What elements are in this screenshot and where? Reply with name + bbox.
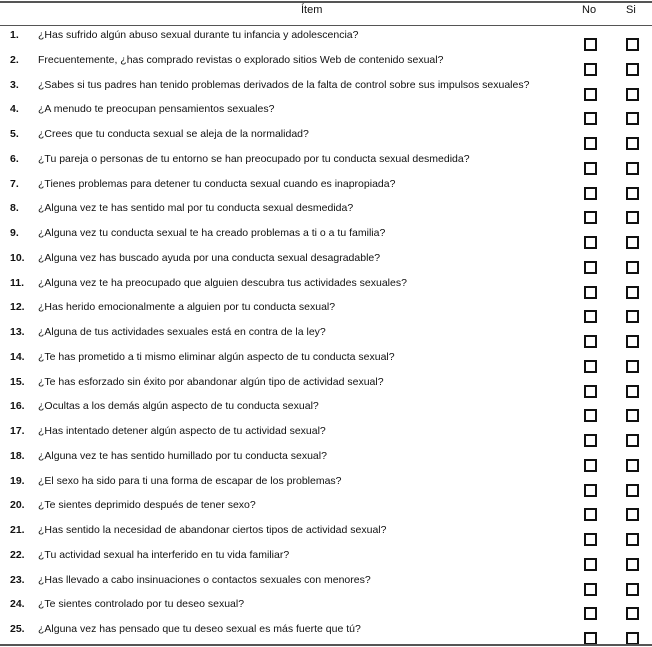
checkbox-si[interactable] bbox=[626, 286, 639, 299]
checkbox-no[interactable] bbox=[584, 385, 597, 398]
checkbox-si[interactable] bbox=[626, 508, 639, 521]
checkbox-no[interactable] bbox=[584, 484, 597, 497]
question-number: 4. bbox=[10, 103, 19, 116]
question-number: 21. bbox=[10, 524, 25, 536]
question-row bbox=[0, 376, 652, 400]
question-text: ¿Crees que tu conducta sexual se aleja de la normalidad? bbox=[38, 128, 309, 140]
question-text: ¿Tu actividad sexual ha interferido en tu vida familiar? bbox=[38, 548, 290, 561]
question-text: ¿Te has prometido a ti mismo eliminar algún aspecto de tu conducta sexual? bbox=[38, 350, 395, 363]
question-row bbox=[0, 475, 652, 499]
header-item: Ítem bbox=[301, 4, 323, 16]
checkbox-si[interactable] bbox=[626, 310, 639, 323]
question-row bbox=[0, 549, 652, 573]
question-row bbox=[0, 29, 652, 53]
question-text: ¿Alguna vez te ha preocupado que alguien descubra tus actividades sexuales? bbox=[38, 276, 407, 289]
question-text: ¿Ocultas a los demás algún aspecto de tu conducta sexual? bbox=[38, 400, 319, 413]
checkbox-no[interactable] bbox=[584, 310, 597, 323]
question-number: 8. bbox=[10, 202, 19, 215]
question-row bbox=[0, 128, 652, 152]
question-number: 19. bbox=[10, 474, 25, 487]
question-row bbox=[0, 425, 652, 449]
checkbox-si[interactable] bbox=[626, 236, 639, 249]
checkbox-si[interactable] bbox=[626, 459, 639, 472]
question-number: 2. bbox=[10, 53, 19, 66]
question-row bbox=[0, 301, 652, 325]
checkbox-si[interactable] bbox=[626, 187, 639, 200]
checkbox-no[interactable] bbox=[584, 286, 597, 299]
checkbox-no[interactable] bbox=[584, 360, 597, 373]
checkbox-no[interactable] bbox=[584, 187, 597, 200]
question-row bbox=[0, 252, 652, 276]
question-number: 6. bbox=[10, 152, 19, 165]
checkbox-si[interactable] bbox=[626, 162, 639, 175]
question-row bbox=[0, 351, 652, 375]
question-number: 11. bbox=[10, 276, 25, 289]
header-rule bbox=[0, 25, 652, 26]
checkbox-si[interactable] bbox=[626, 558, 639, 571]
question-number: 25. bbox=[10, 623, 25, 635]
question-row bbox=[0, 400, 652, 424]
question-text: ¿Has herido emocionalmente a alguien por tu conducta sexual? bbox=[38, 301, 336, 314]
question-number: 14. bbox=[10, 350, 25, 363]
question-number: 10. bbox=[10, 251, 25, 264]
question-row bbox=[0, 54, 652, 78]
question-row bbox=[0, 524, 652, 548]
checkbox-si[interactable] bbox=[626, 583, 639, 596]
question-row bbox=[0, 326, 652, 350]
checkbox-si[interactable] bbox=[626, 409, 639, 422]
checkbox-no[interactable] bbox=[584, 558, 597, 571]
question-text: ¿Has sentido la necesidad de abandonar ciertos tipos de actividad sexual? bbox=[38, 524, 387, 536]
checkbox-si[interactable] bbox=[626, 385, 639, 398]
checkbox-si[interactable] bbox=[626, 63, 639, 76]
question-number: 18. bbox=[10, 449, 25, 462]
question-text: ¿Tu pareja o personas de tu entorno se han preocupado por tu conducta sexual desmedida? bbox=[38, 152, 470, 165]
question-number: 7. bbox=[10, 177, 19, 190]
question-number: 22. bbox=[10, 548, 25, 561]
header-si: Si bbox=[626, 4, 636, 16]
checkbox-no[interactable] bbox=[584, 533, 597, 546]
question-row bbox=[0, 277, 652, 301]
checkbox-si[interactable] bbox=[626, 211, 639, 224]
question-text: ¿Alguna vez te has sentido humillado por tu conducta sexual? bbox=[38, 449, 327, 462]
question-number: 23. bbox=[10, 573, 25, 586]
checkbox-si[interactable] bbox=[626, 88, 639, 101]
question-number: 9. bbox=[10, 227, 19, 239]
header-no: No bbox=[582, 4, 597, 16]
question-text: ¿Has sufrido algún abuso sexual durante tu infancia y adolescencia? bbox=[38, 29, 359, 41]
checkbox-si[interactable] bbox=[626, 484, 639, 497]
question-number: 3. bbox=[10, 78, 19, 91]
checkbox-si[interactable] bbox=[626, 434, 639, 447]
question-text: ¿Te sientes deprimido después de tener sexo? bbox=[38, 499, 256, 512]
checkbox-no[interactable] bbox=[584, 236, 597, 249]
checkbox-no[interactable] bbox=[584, 63, 597, 76]
checkbox-no[interactable] bbox=[584, 112, 597, 125]
question-text: ¿Has llevado a cabo insinuaciones o contactos sexuales con menores? bbox=[38, 573, 371, 586]
question-text: ¿A menudo te preocupan pensamientos sexuales? bbox=[38, 103, 275, 116]
question-text: ¿Alguna vez has buscado ayuda por una conducta sexual desagradable? bbox=[38, 251, 381, 264]
checkbox-no[interactable] bbox=[584, 409, 597, 422]
checkbox-no[interactable] bbox=[584, 211, 597, 224]
question-row bbox=[0, 499, 652, 523]
question-number: 24. bbox=[10, 598, 25, 611]
checkbox-si[interactable] bbox=[626, 607, 639, 620]
top-rule bbox=[0, 1, 652, 3]
question-text: Frecuentemente, ¿has comprado revistas o explorado sitios Web de contenido sexual? bbox=[38, 53, 444, 66]
question-number: 15. bbox=[10, 375, 25, 388]
question-number: 17. bbox=[10, 425, 25, 437]
question-row bbox=[0, 450, 652, 474]
question-row bbox=[0, 79, 652, 103]
checkbox-no[interactable] bbox=[584, 583, 597, 596]
question-text: ¿Has intentado detener algún aspecto de tu actividad sexual? bbox=[38, 425, 326, 437]
checkbox-no[interactable] bbox=[584, 137, 597, 150]
question-number: 13. bbox=[10, 326, 25, 338]
question-text: ¿Sabes si tus padres han tenido problemas derivados de la falta de control sobre sus impulsos sexuales? bbox=[38, 78, 530, 91]
bottom-rule bbox=[0, 644, 652, 646]
checkbox-no[interactable] bbox=[584, 434, 597, 447]
question-number: 12. bbox=[10, 301, 25, 314]
checkbox-no[interactable] bbox=[584, 607, 597, 620]
question-text: ¿Alguna vez te has sentido mal por tu conducta sexual desmedida? bbox=[38, 202, 354, 215]
question-row bbox=[0, 598, 652, 622]
checkbox-si[interactable] bbox=[626, 112, 639, 125]
checkbox-no[interactable] bbox=[584, 335, 597, 348]
question-text: ¿Alguna vez tu conducta sexual te ha creado problemas a ti o a tu familia? bbox=[38, 227, 386, 239]
checkbox-no[interactable] bbox=[584, 162, 597, 175]
question-row bbox=[0, 103, 652, 127]
checkbox-si[interactable] bbox=[626, 360, 639, 373]
question-text: ¿Te sientes controlado por tu deseo sexual? bbox=[38, 598, 245, 611]
question-text: ¿Te has esforzado sin éxito por abandonar algún tipo de actividad sexual? bbox=[38, 375, 384, 388]
question-row bbox=[0, 153, 652, 177]
question-row bbox=[0, 202, 652, 226]
checkbox-si[interactable] bbox=[626, 38, 639, 51]
question-number: 1. bbox=[10, 29, 19, 41]
question-text: ¿Alguna vez has pensado que tu deseo sexual es más fuerte que tú? bbox=[38, 623, 361, 635]
question-number: 20. bbox=[10, 499, 25, 512]
checkbox-si[interactable] bbox=[626, 533, 639, 546]
question-row bbox=[0, 227, 652, 251]
question-number: 5. bbox=[10, 128, 19, 140]
question-text: ¿El sexo ha sido para ti una forma de escapar de los problemas? bbox=[38, 474, 342, 487]
question-text: ¿Alguna de tus actividades sexuales está en contra de la ley? bbox=[38, 326, 326, 338]
checkbox-si[interactable] bbox=[626, 261, 639, 274]
checkbox-no[interactable] bbox=[584, 38, 597, 51]
checkbox-si[interactable] bbox=[626, 335, 639, 348]
checkbox-no[interactable] bbox=[584, 459, 597, 472]
checkbox-si[interactable] bbox=[626, 137, 639, 150]
question-row bbox=[0, 574, 652, 598]
checkbox-no[interactable] bbox=[584, 261, 597, 274]
question-row bbox=[0, 178, 652, 202]
checkbox-no[interactable] bbox=[584, 88, 597, 101]
question-text: ¿Tienes problemas para detener tu conducta sexual cuando es inapropiada? bbox=[38, 177, 396, 190]
checkbox-no[interactable] bbox=[584, 508, 597, 521]
question-number: 16. bbox=[10, 400, 25, 413]
